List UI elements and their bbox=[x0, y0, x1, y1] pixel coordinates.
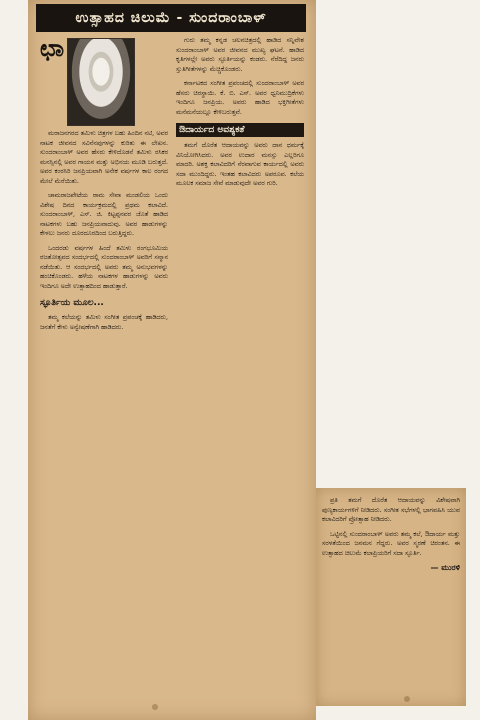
paragraph: ಒಟ್ಟಿನಲ್ಲಿ ಸುಂದರಾಂಬಾಳ್ ಅವರು ತಮ್ಮ ಕಲೆ, ಔದಾರ್ಯ ಮತ್ತು ಸರಳತೆಯಿಂದ ಜನಮನ ಗೆದ್ದರು. ಅವರ ಸ್ಮರಣೆ ಚಿರಂತನ. ಈ ಉತ್ಸಾಹದ ಚಿಲುಮೆ ಕಲಾಪ್ರಿಯರಿಗೆ ಸದಾ ಸ್ಫೂರ್ತಿ. bbox=[322, 529, 460, 557]
portrait-photo bbox=[67, 38, 135, 126]
paragraph: ಒಂದರಡು ವರ್ಷಗಳ ಹಿಂದೆ ತಮಿಳು ರಂಗಭೂಮಿಯ ರಜತೋತ್ಸವದ ಸಂದರ್ಭದಲ್ಲಿ ಸುಂದರಾಂಬಾಳ್ ಅವರಿಗೆ ಸನ್ಮಾನ ನಡೆಯಿತು. ಆ ಸಂದರ್ಭದಲ್ಲಿ ಅವರು ತಮ್ಮ ಅನುಭವಗಳನ್ನು ಹಂಚಿಕೊಂಡರು. ಹಳೆಯ ನಾಟಕಗಳ ಹಾಡುಗಳನ್ನು ಅವರು ಇಂದಿಗೂ ಅದೇ ಉತ್ಸಾಹದಿಂದ ಹಾಡುತ್ತಾರೆ. bbox=[40, 243, 168, 290]
column-1 bbox=[40, 36, 168, 696]
subheading: ಔದಾರ್ಯದ ಅವಶ್ಯಕತೆ bbox=[176, 123, 304, 137]
pin-hole bbox=[152, 704, 158, 710]
paragraph: ಚಾಮರಾಜಪೇಟೆಯ ರಾಮ ಸೇವಾ ಮಂಡಲಿಯ ಒಂದು ವಿಶೇಷ ದಿನದ ಕಾರ್ಯಕ್ರಮದಲ್ಲಿ ಪ್ರಥಮ ಕಲಾವಿದೆ. ಸುಂದರಾಂಬಾಳ್, ಎಸ್. ಜಿ. ಕಿಟ್ಟಪ್ಪನವರ ಜೊತೆ ಹಾಡಿದ ನಾಟಕಗಳು ಬಹು ಜನಪ್ರಿಯವಾದುವು. ಅವರ ಹಾಡುಗಳನ್ನು ಕೇಳಲು ಜನರು ದೂರದೂರದಿಂದ ಬರುತ್ತಿದ್ದರು. bbox=[40, 191, 168, 237]
byline: — ಮುರಳಿ bbox=[430, 563, 460, 572]
pin-hole bbox=[404, 696, 410, 702]
paragraph: ತಮ್ಮ ಕಲೆಯನ್ನು ತಮಿಳು ಸಂಗೀತ ಪ್ರಪಂಚಕ್ಕೆ ಹಾಡಿದರು, ಜನತೆಗೆ ಕೇಳು ಅನ್ವೇಷಣೆಗಾಗಿ ಹಾಡಿದರು. bbox=[40, 313, 168, 331]
column-3 bbox=[322, 496, 460, 696]
paragraph: ತಮಗೆ ದೊರೆತ ಆದಾಯವನ್ನು ಅವರು ದಾನ ಧರ್ಮಕ್ಕೆ ವಿನಿಯೋಗಿಸಿದರು. ಅವರ ಉದಾರ ಮನಸ್ಸು ಎಲ್ಲರಿಗೂ ಮಾದರಿ. ಅಶಕ್ತ ಕಲಾವಿದರಿಗೆ ನೆರವಾಗುವ ಕಾರ್ಯದಲ್ಲಿ ಅವರು ಸದಾ ಮುಂದಿದ್ದರು. ಇಂತಹ ಕಲಾವಿದರು ಅಪರೂಪ. ಕಲೆಯ ಮೂಲಕ ಸಮಾಜ ಸೇವೆ ಮಾಡುವುದೇ ಅವರ ಗುರಿ. bbox=[176, 141, 304, 187]
drop-cap: ಛಾ bbox=[40, 36, 65, 62]
column-2 bbox=[176, 36, 304, 696]
paragraph: ಕರ್ನಾಟಕದ ಸಂಗೀತ ಪ್ರಪಂಚದಲ್ಲಿ ಸುಂದರಾಂಬಾಳ್ ಅವರ ಹೆಸರು ಚಿರಸ್ಥಾಯಿ. ಕೆ. ಬಿ. ಎಸ್. ಅವರ ಧ್ವನಿಮುದ್ರಿಕೆಗಳು ಇಂದಿಗೂ ಜನಪ್ರಿಯ. ಅವರು ಹಾಡಿದ ಭಕ್ತಿಗೀತೆಗಳು ಮನೆಮನೆಯಲ್ಲೂ ಕೇಳಿಬರುತ್ತವೆ. bbox=[176, 79, 304, 116]
paragraph: ಗುರು ತಮ್ಮ ಕನ್ನಡ ಚಲನಚಿತ್ರದಲ್ಲಿ ಹಾಡಿದ ಸನ್ನಿವೇಶ ಸುಂದರಾಂಬಾಳ್ ಅವರ ಜೀವನದ ಮುಖ್ಯ ಘಟನೆ. ಹಾಡಿದ ಕೃತಿಗಳಲ್ಲೇ ಅವರು ಸ್ಫೂರ್ತಿಯನ್ನು ಕಂಡರು. ನೆರೆದಿದ್ದ ಜನರು ಸ್ತುತಿಗೀತೆಗಳನ್ನು ಮೆಚ್ಚಿಕೊಂಡರು. bbox=[176, 36, 304, 73]
headline: ಉತ್ಸಾಹದ ಚಿಲುಮೆ - ಸುಂದರಾಂಬಾಳ್ bbox=[36, 4, 306, 32]
subheading: ಸ್ಫೂರ್ತಿಯ ಮೂಲ... bbox=[40, 298, 104, 308]
paragraph: ಮರಾಜನಗರದ ತಮಿಳು ಚಿತ್ರಗಳ ಬಹು ಹಿಂದಿನ ನಟಿ, ಅವರ ನಾಟಕ ಜೀವನದ ಸವಿನೆನಪುಗಳನ್ನು ಕುರಿತು ಈ ಲೇಖನ. ಸುಂದರಾಂಬಾಳ್ ಅವರ ಹೆಸರು ಕೇಳಿದೊಡನೆ ತಮಿಳು ರಸಿಕರ ಮನಸ್ಸಿನಲ್ಲಿ ಅವರ ಗಾಯನ ಮತ್ತು ಅಭಿನಯ ಮೂಡಿ ಬರುತ್ತದೆ. ಅವರ ಕಂಠಸಿರಿ ಜನಪ್ರಿಯವಾಗಿ ಅನೇಕ ವರ್ಷಗಳ ಕಾಲ ರಂಗದ ಮೇಲೆ ಮೆರೆಯಿತು. bbox=[40, 129, 168, 185]
paragraph: ಪ್ರತಿ ತಮಗೆ ದೊರೆತ ಆದಾಯವನ್ನು ವಿಶೇಷವಾಗಿ ಪುಣ್ಯಕಾರ್ಯಗಳಿಗೆ ನೀಡಿದರು. ಸಂಗೀತ ಸಭೆಗಳಲ್ಲಿ ಭಾಗವಹಿಸಿ ಯುವ ಕಲಾವಿದರಿಗೆ ಪ್ರೋತ್ಸಾಹ ನೀಡಿದರು. bbox=[322, 496, 460, 523]
